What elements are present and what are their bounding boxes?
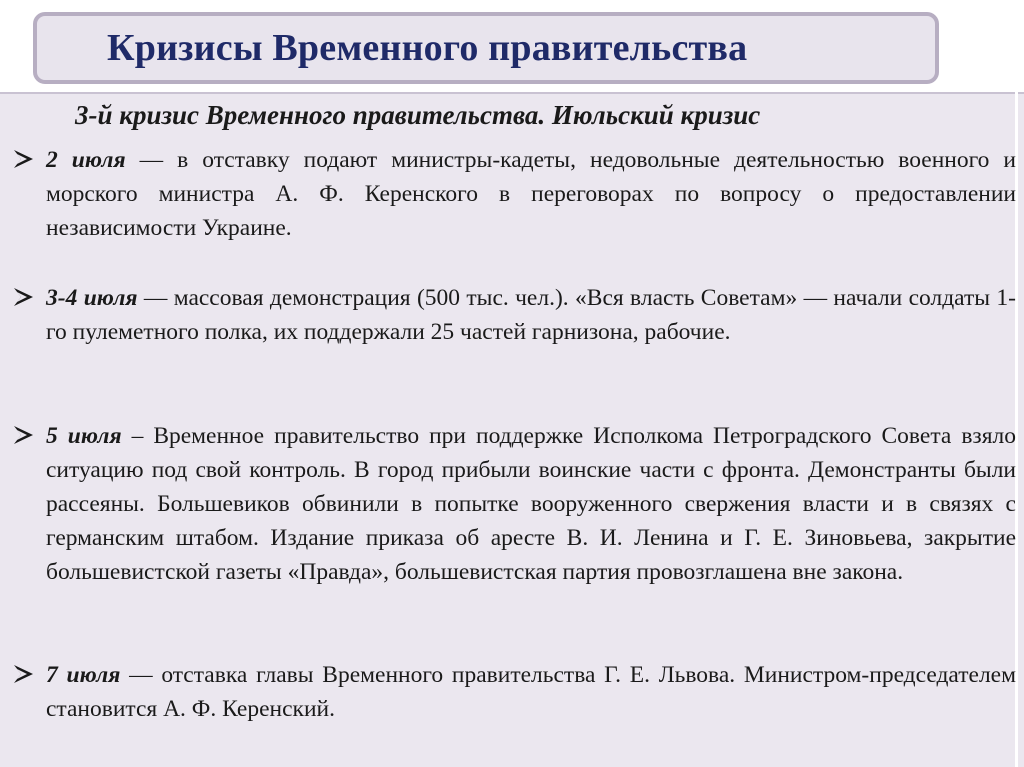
list-item-date: 3-4 июля [46,285,138,311]
list-item-text [46,281,1016,349]
list-item-date: 7 июля [46,662,121,688]
list-item-body: — в отставку подают министры-кадеты, недовольные деятельностью военного и морского министра А. Ф. Керенского в переговорах по вопросу о предоставлении независимости Украине. [46,147,1017,241]
list-item-body: — массовая демонстрация (500 тыс. чел.). «Вся власть Советам» — начали солдаты 1-го пулеметного полка, их поддержали 25 частей гарнизона, рабочие. [46,285,1016,345]
list-item [12,419,1016,589]
list-item-text [46,658,1016,726]
arrowhead-bullet-icon [12,423,36,447]
list-item-date: 2 июля [46,147,126,173]
list-item [12,143,1016,245]
list-item-text [46,419,1016,589]
title-box [33,12,939,84]
section-subtitle: 3-й кризис Временного правительства. Июльский кризис [75,100,761,130]
arrowhead-bullet-icon [12,147,36,171]
list-item-text [46,143,1016,245]
list-item [12,281,1016,349]
arrowhead-bullet-icon [12,662,36,686]
page-title: Кризисы Временного правительства [107,27,748,69]
list-item-body: – Временное правительство при поддержке Исполкома Петроградского Совета взяло ситуацию под свой контроль. В город прибыли воинские части с фронта. Демонстранты были рассеяны. Большевиков обвинили в попытке вооруженного свержения власти и в связях с германским штабом. Издание приказа об аресте В. И. Ленина и Г. Е. Зиновьева, закрытие большевистской газеты «Правда», большевистская партия провозглашена вне закона. [46,423,1016,585]
list-item-date: 5 июля [46,423,122,449]
list-item-body: — отставка главы Временного правительства Г. Е. Львова. Министром-председателем становится А. Ф. Керенский. [46,662,1016,722]
list-item [12,658,1016,726]
arrowhead-bullet-icon [12,285,36,309]
